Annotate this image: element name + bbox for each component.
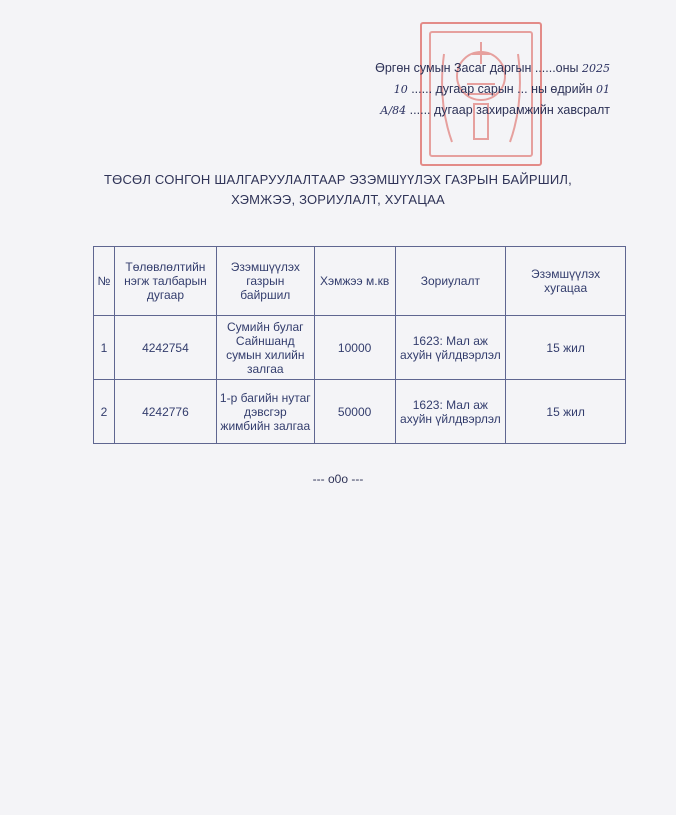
header-line-3: А/84 ...... дугаар захирамжийн хавсралт [380, 103, 610, 117]
handwritten-month: 10 [393, 83, 408, 96]
table-cell: 2 [94, 380, 115, 444]
table-cell: Сумийн булаг Сайншанд сумын хилийн залгаа [216, 316, 314, 380]
table-cell: 50000 [314, 380, 395, 444]
table-row [94, 380, 626, 444]
table-cell: 1623: Мал аж ахуйн үйлдвэрлэл [395, 380, 506, 444]
table-cell: 15 жил [506, 316, 626, 380]
table-cell: 1 [94, 316, 115, 380]
table-cell: 15 жил [506, 380, 626, 444]
decree-attachment-header [330, 58, 610, 121]
handwritten-year: 2025 [582, 62, 610, 75]
handwritten-decree-number: А/84 [380, 104, 407, 117]
column-header: № [94, 247, 115, 316]
header-line-1: Өргөн сумын Засаг даргын ......оны 2025 [375, 61, 610, 75]
column-header: Төлөвлөлтийн нэгж талбарын дугаар [114, 247, 216, 316]
table-cell: 1623: Мал аж ахуйн үйлдвэрлэл [395, 316, 506, 380]
table-cell: 10000 [314, 316, 395, 380]
handwritten-day: 01 [596, 83, 610, 96]
table-header-row [94, 247, 626, 316]
table-row [94, 316, 626, 380]
table-cell: 1-р багийн нутаг дэвсгэр жимбийн залгаа [216, 380, 314, 444]
column-header: Эзэмшүүлэх газрын байршил [216, 247, 314, 316]
column-header: Хэмжээ м.кв [314, 247, 395, 316]
column-header: Эзэмшүүлэх хугацаа [506, 247, 626, 316]
table-cell: 4242776 [114, 380, 216, 444]
land-allocation-table [93, 246, 626, 444]
column-header: Зориулалт [395, 247, 506, 316]
end-of-document-mark: --- o0o --- [312, 472, 364, 486]
table-cell: 4242754 [114, 316, 216, 380]
header-line-2: 10 ...... дугаар сарын ... ны өдрийн 01 [393, 82, 610, 96]
document-title: ТӨСӨЛ СОНГОН ШАЛГАРУУЛАЛТААР ЭЗЭМШҮҮЛЭХ ГАЗРЫН БАЙРШИЛ, ХЭМЖЭЭ, ЗОРИУЛАЛТ, ХУГАЦАА [104, 172, 572, 207]
